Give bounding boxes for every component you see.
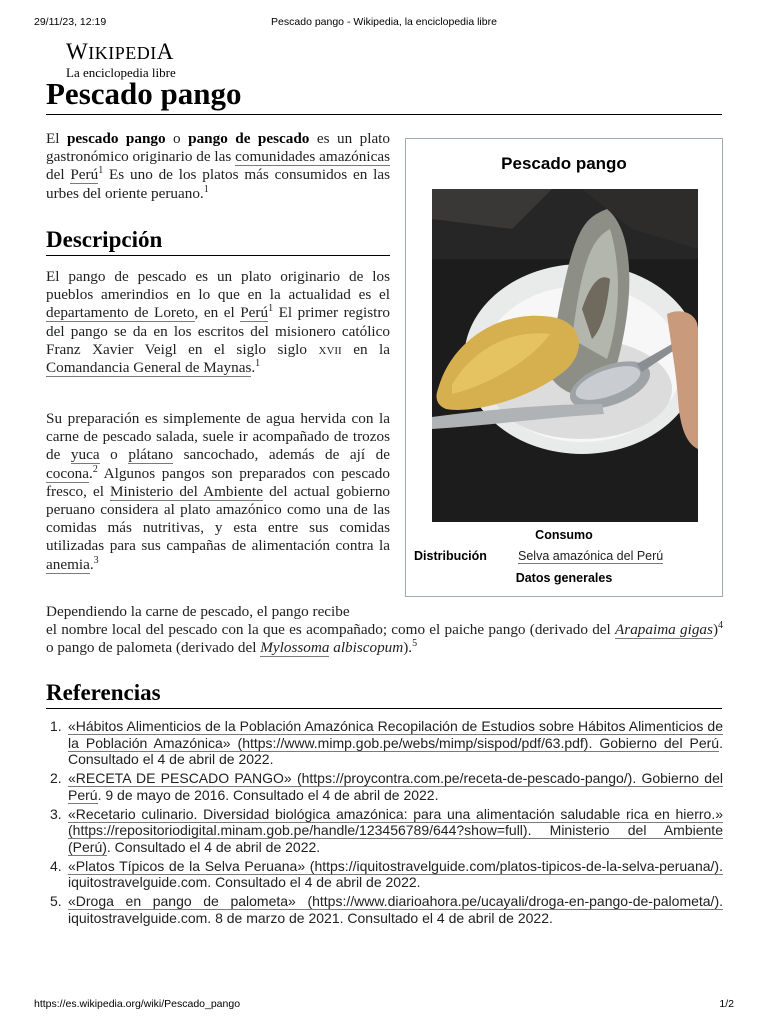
references-list <box>50 718 724 929</box>
reference-item: 4. «Platos Típicos de la Selva Peruana» (https://iquitostravelguide.com/platos-tipicos-de-la-selva-peruana/). iquitostravelguide.com. Consultado el 4 de abril de 2022. <box>50 857 723 890</box>
print-date: 29/11/23, 12:19 <box>34 16 107 28</box>
title-divider <box>46 114 722 115</box>
wikipedia-wordmark: WIKIPEDIA <box>66 39 174 64</box>
section-divider <box>46 255 390 256</box>
intro-paragraph: El pescado pango o pango de pescado es un plato gastronómico originario de las comunidades amazónicas del Perú$^1$ Es uno de los platos más consumidos en las urbes del oriente peruano.$^1$ <box>46 130 390 202</box>
ref-1[interactable]: 1 <box>268 303 274 315</box>
link-anemia[interactable]: anemia <box>46 555 90 573</box>
ref-1[interactable]: 1 <box>98 165 104 177</box>
page-title: Pescado pango <box>46 76 242 111</box>
section-divider <box>46 708 722 709</box>
reference-link[interactable]: «Hábitos Alimenticios de la Población Amazónica Recopilación de Estudios sobre Hábitos Alimenticios de la Población Amazónica» (https://www.mimp.gob.pe/webs/mimp/sispod/pdf/63.pdf). <box>68 718 723 751</box>
reference-link[interactable]: «RECETA DE PESCADO PANGO» (https://proycontra.com.pe/receta-de-pescado-pango/). <box>68 770 642 786</box>
link-platano[interactable]: plátano <box>128 446 174 464</box>
reference-item: 1. «Hábitos Alimenticios de la Población Amazónica Recopilación de Estudios sobre Hábitos Alimenticios de la Población Amazónica» (https://www.mimp.gob.pe/webs/mimp/sispod/pdf/63.pdf). Gobierno del Perú. Consultado el 4 de abril de 2022. <box>50 718 723 767</box>
wikipedia-tagline: La enciclopedia libre <box>66 65 176 80</box>
infobox-section-consumo: Consumo <box>535 528 593 542</box>
link-selva-amazonica[interactable]: Selva amazónica del Perú <box>518 549 664 563</box>
reference-link[interactable]: «Recetario culinario. Diversidad biológica amazónica: para una alimentación saludable rica en hierro.» (https://repositoriodigital.minam.gob.pe/handle/123456789/644?show=full). <box>68 805 723 838</box>
link-comunidades-amazonicas[interactable]: comunidades amazónicas <box>235 148 390 166</box>
descripcion-paragraph-3-line1: Dependiendo la carne de pescado, el pango recibe <box>46 603 350 620</box>
link-ministerio-ambiente[interactable]: Ministerio del Ambiente <box>110 482 264 500</box>
print-page-title: Pescado pango - Wikipedia, la enciclopedia libre <box>271 16 497 28</box>
link-gobierno-peru[interactable]: Gobierno del Perú <box>599 734 720 751</box>
link-cocona[interactable]: cocona <box>46 464 90 482</box>
pango-dish-photo <box>432 189 698 522</box>
ref-1[interactable]: 1 <box>203 183 209 195</box>
reference-item: 3. «Recetario culinario. Diversidad biológica amazónica: para una alimentación saludable rica en hierro.» (https://repositoriodigital.minam.gob.pe/handle/123456789/644?show=full). Ministerio del Ambiente (Perú). Consultado el 4 de abril de 2022. <box>50 805 723 855</box>
reference-link[interactable]: «Droga en pango de palometa» (https://www.diarioahora.pe/ucayali/droga-en-pango-de-palometa/). <box>68 893 724 909</box>
link-departamento-loreto[interactable]: departamento de Loreto <box>46 304 195 322</box>
infobox-image[interactable] <box>432 189 698 522</box>
reference-item: 2. «RECETA DE PESCADO PANGO» (https://proycontra.com.pe/receta-de-pescado-pango/). Gobierno del Perú. 9 de mayo de 2016. Consultado el 4 de abril de 2022. <box>50 770 723 803</box>
ref-4[interactable]: 4 <box>718 619 723 631</box>
infobox-section-datos-generales: Datos generales <box>515 571 613 585</box>
link-mylossoma[interactable]: Mylossoma <box>260 639 330 657</box>
link-gobierno-peru[interactable]: Gobierno del Perú <box>68 770 723 803</box>
print-page-number: 1/2 <box>719 998 734 1010</box>
infobox-label-distribucion: Distribución <box>414 549 487 563</box>
ref-1[interactable]: 1 <box>255 357 261 369</box>
link-arapaima-gigas[interactable]: Arapaima gigas <box>615 621 713 638</box>
wikipedia-logo[interactable] <box>66 40 176 80</box>
link-peru[interactable]: Perú <box>240 304 269 322</box>
reference-item: 5. «Droga en pango de palometa» (https://www.diarioahora.pe/ucayali/droga-en-pango-de-palometa/). iquitostravelguide.com. 8 de marzo de 2021. Consultado el 4 de abril de 2022. <box>50 893 724 926</box>
ref-2[interactable]: 2 <box>92 463 98 475</box>
print-url: https://es.wikipedia.org/wiki/Pescado_pango <box>34 998 241 1010</box>
print-header <box>34 16 734 30</box>
link-ministerio-ambiente[interactable]: Ministerio del Ambiente (Perú) <box>68 822 723 855</box>
section-heading-descripcion: Descripción <box>46 227 163 252</box>
infobox <box>405 138 723 597</box>
ref-3[interactable]: 3 <box>93 554 99 566</box>
link-peru[interactable]: Perú <box>70 166 99 184</box>
descripcion-paragraph-3: el nombre local del pescado con la que es acompañado; como el paiche pango (derivado del Arapaima gigas)$^4$ o pango de palometa (derivado del Mylossoma albiscopum).$^5$ <box>46 619 723 657</box>
link-comandancia-maynas[interactable]: Comandancia General de Maynas <box>46 359 252 377</box>
section-heading-referencias: Referencias <box>46 680 161 705</box>
ref-5[interactable]: 5 <box>412 638 418 650</box>
link-yuca[interactable]: yuca <box>70 446 100 464</box>
reference-link[interactable]: «Platos Típicos de la Selva Peruana» (https://iquitostravelguide.com/platos-tipicos-de-la-selva-peruana/). <box>68 857 723 874</box>
descripcion-paragraph-2: Su preparación es simplemente de agua hervida con la carne de pescado salada, suele ir acompañado de trozos de yuca o plátano sancochado, además de ají de cocona.$^2$ Algunos pangos son preparados con pescado fresco, el Ministerio del Ambiente del actual gobierno peruano considera al plato amazónico como una de las comidas más nutritivas, y esta entre sus comidas utilizadas para sus campañas de alimentación contra la anemia.$^3$ <box>46 410 391 573</box>
infobox-title: Pescado pango <box>501 154 627 173</box>
descripcion-paragraph-1: El pango de pescado es un plato originario de los pueblos amerindios en lo que en la actualidad es el departamento de Loreto, en el Perú$^1$ El primer registro del pango se da en los escritos del misionero católico Franz Xavier Veigl en el siglo siglo xvii en la Comandancia General de Maynas.$^1$ <box>46 268 391 377</box>
